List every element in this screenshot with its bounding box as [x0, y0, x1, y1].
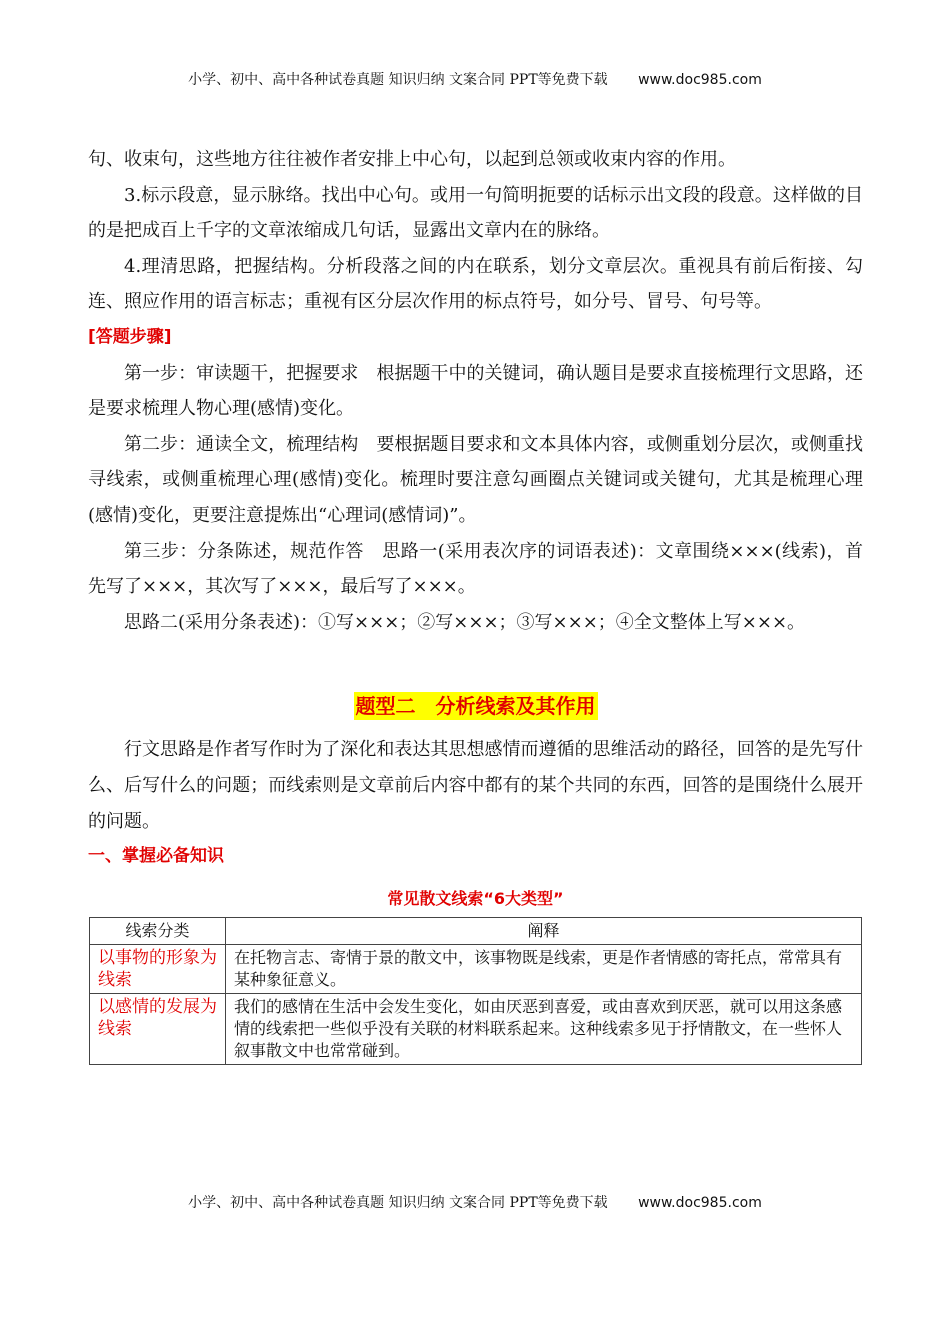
- table-header-category: 线索分类: [90, 917, 226, 944]
- table-cell-category: 以感情的发展为线索: [90, 993, 226, 1064]
- table-cell-explanation: 我们的感情在生活中会发生变化，如由厌恶到喜爱，或由喜欢到厌恶，就可以用这条感情的线索把一些似乎没有关联的材料联系起来。这种线索多见于抒情散文，在一些怀人叙事散文中也常常碰到。: [226, 993, 862, 1064]
- paragraph-continuation: 句、收束句，这些地方往往被作者安排上中心句，以起到总领或收束内容的作用。: [88, 149, 736, 170]
- step-3: 第三步：分条陈述，规范作答 思路一(采用表次序的词语表述)：文章围绕×××(线索)，首先写了×××，其次写了×××，最后写了×××。: [88, 540, 863, 598]
- table-title: 常见散文线索“6大类型”: [387, 888, 564, 908]
- step-1: 第一步：审读题干，把握要求 根据题干中的关键词，确认题目是要求直接梳理行文思路，还是要求梳理人物心理(感情)变化。: [88, 362, 863, 420]
- table-cell-explanation: 在托物言志、寄情于景的散文中，该事物既是线索，更是作者情感的寄托点，常常具有某种象征意义。: [226, 944, 862, 993]
- page-footer: [0, 1192, 950, 1212]
- section-title: 题型二 分析线索及其作用: [355, 694, 596, 719]
- table-header-explanation: 阐释: [226, 917, 862, 944]
- table-header-row: [90, 917, 862, 944]
- table-cell-category: 以事物的形象为线索: [90, 944, 226, 993]
- step-4: 思路二(采用分条表述)：①写×××；②写×××；③写×××；④全文整体上写×××。: [124, 611, 806, 633]
- clue-types-table: [89, 917, 862, 1065]
- footer-text: 小学、初中、高中各种试卷真题 知识归纳 文案合同 PPT等免费下载: [188, 1195, 608, 1211]
- footer-site-link[interactable]: www.doc985.com: [638, 1195, 762, 1211]
- document-body: [88, 142, 863, 1065]
- table-row: [90, 944, 862, 993]
- step-2: 第二步：通读全文，梳理结构 要根据题目要求和文本具体内容，或侧重划分层次，或侧重找寻线索，或侧重梳理心理(感情)变化。梳理时要注意勾画圈点关键词或关键句，尤其是梳理心理(感情)变化，更要注意提炼出“心理词(感情词)”。: [88, 433, 863, 526]
- table-row: [90, 993, 862, 1064]
- paragraph-point-3: 3.标示段意，显示脉络。找出中心句。或用一句简明扼要的话标示出文段的段意。这样做的目的是把成百上千字的文章浓缩成几句话，显露出文章内在的脉络。: [88, 184, 863, 242]
- header-site-link[interactable]: www.doc985.com: [638, 72, 762, 88]
- header-text: 小学、初中、高中各种试卷真题 知识归纳 文案合同 PPT等免费下载: [188, 72, 608, 88]
- knowledge-heading: 一、掌握必备知识: [88, 846, 224, 867]
- section-title-wrap: [88, 692, 863, 720]
- page-header: [0, 69, 950, 89]
- paragraph-point-4: 4.理清思路，把握结构。分析段落之间的内在联系，划分文章层次。重视具有前后衔接、勾连、照应作用的语言标志；重视有区分层次作用的标点符号，如分号、冒号、句号等。: [88, 255, 863, 313]
- section-intro: 行文思路是作者写作时为了深化和表达其思想感情而遵循的思维活动的路径，回答的是先写什么、后写什么的问题；而线索则是文章前后内容中都有的某个共同的东西，回答的是围绕什么展开的问题。: [88, 739, 863, 832]
- steps-heading: [答题步骤]: [88, 326, 172, 347]
